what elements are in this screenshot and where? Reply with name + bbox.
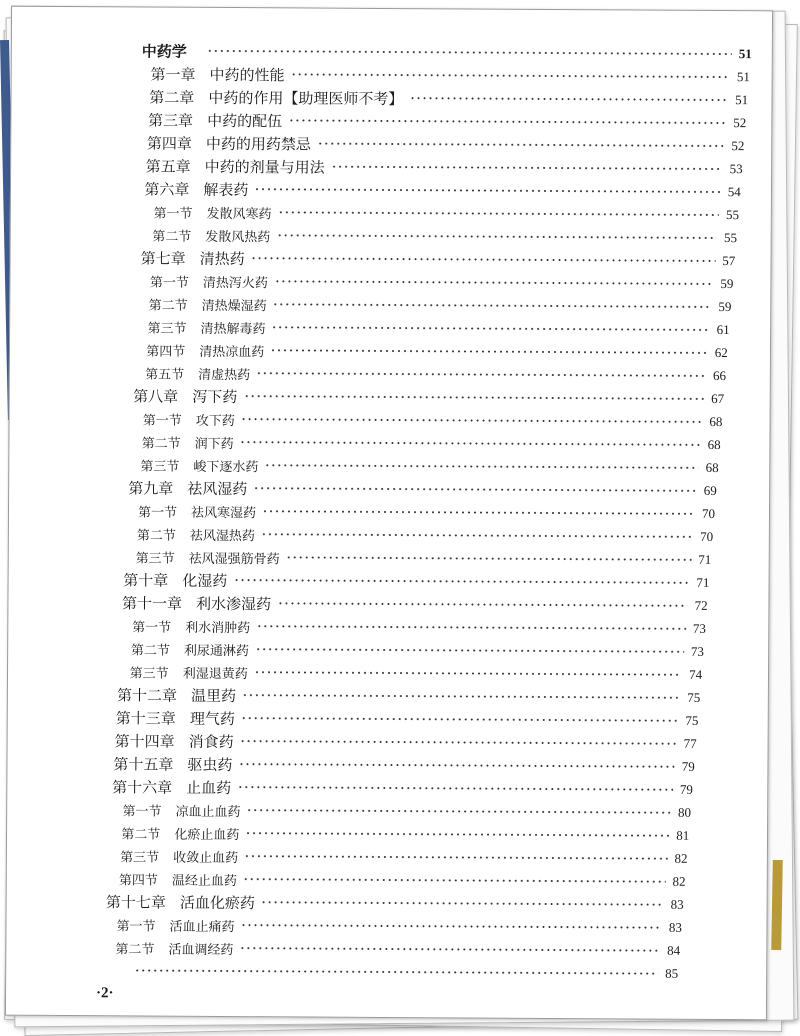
toc-section-entry bbox=[153, 201, 739, 227]
toc-entry-title: 发散风寒药 bbox=[206, 206, 272, 222]
toc-page-number: 69 bbox=[703, 482, 717, 499]
toc-page-number: 51 bbox=[738, 46, 752, 62]
toc-page-number: 74 bbox=[689, 666, 703, 682]
toc-entry-title: 发散风热药 bbox=[205, 229, 271, 245]
toc-entry-title: 活血调经药 bbox=[168, 942, 234, 958]
toc-entry-title: 清虚热药 bbox=[198, 367, 251, 383]
toc-page-number: 66 bbox=[712, 367, 727, 384]
dot-leader bbox=[242, 693, 680, 700]
dot-leader bbox=[253, 486, 697, 493]
toc-entry-number: 第四章 bbox=[146, 134, 192, 153]
toc-page-number: 68 bbox=[707, 436, 721, 453]
toc-page-number: 75 bbox=[687, 689, 701, 705]
toc-page-number: 52 bbox=[733, 115, 747, 131]
dot-leader bbox=[233, 578, 689, 585]
toc-section-entry bbox=[117, 913, 682, 938]
toc-entry-title: 清热解毒药 bbox=[200, 321, 266, 337]
book-cover-edge bbox=[771, 860, 783, 950]
dot-leader bbox=[243, 877, 666, 884]
dot-leader bbox=[134, 968, 658, 975]
toc-entry-number: 第三节 bbox=[120, 849, 160, 866]
toc-entry-number: 第一节 bbox=[132, 619, 172, 636]
toc-page-number: 81 bbox=[676, 827, 690, 843]
toc-entry-number: 第六章 bbox=[144, 179, 190, 199]
toc-section-entry bbox=[132, 614, 706, 640]
dot-leader bbox=[240, 739, 677, 746]
toc-entry-title: 止血药 bbox=[186, 778, 232, 797]
page-number: ·2· bbox=[96, 985, 114, 1002]
toc-entry-number: 第二节 bbox=[130, 642, 170, 659]
dot-leader bbox=[243, 394, 704, 401]
toc-entry-number: 第十一章 bbox=[121, 593, 183, 613]
toc-chapter-entry bbox=[122, 591, 708, 617]
dot-leader bbox=[317, 142, 725, 148]
toc-page-number: 61 bbox=[716, 321, 730, 338]
toc-page-number: 73 bbox=[690, 643, 704, 659]
toc-entry-title: 理气药 bbox=[189, 709, 235, 728]
toc-entry-number: 第一节 bbox=[153, 206, 193, 222]
toc-entry-title: 中药的作用【助理医师不考】 bbox=[208, 88, 404, 108]
toc-chapter-entry bbox=[116, 706, 699, 732]
toc-entry-title: 收敛止血药 bbox=[173, 850, 239, 866]
toc-section-entry bbox=[138, 499, 715, 525]
toc-page-number: 77 bbox=[683, 735, 697, 751]
toc-entry-title: 利水消肿药 bbox=[185, 620, 251, 636]
toc-entry-number: 第十三章 bbox=[115, 708, 176, 728]
dot-leader bbox=[238, 762, 674, 769]
toc-entry-title: 利湿退黄药 bbox=[182, 666, 248, 682]
dot-leader bbox=[270, 348, 707, 355]
toc-section-entry bbox=[121, 821, 689, 846]
dot-leader bbox=[241, 417, 703, 424]
dot-leader bbox=[273, 302, 712, 309]
toc-entry-title: 清热凉血药 bbox=[199, 344, 265, 360]
toc-entry-title: 祛风湿强筋骨药 bbox=[188, 551, 280, 567]
toc-entry-title: 清热燥湿药 bbox=[201, 298, 267, 314]
toc-section-entry bbox=[120, 844, 687, 869]
toc-entry-number: 第三章 bbox=[148, 111, 194, 130]
toc-chapter-entry bbox=[144, 177, 741, 203]
toc-page-number: 70 bbox=[701, 505, 716, 521]
toc-entry-number: 第二节 bbox=[121, 826, 161, 843]
toc-entry-number: 第二节 bbox=[152, 229, 192, 245]
toc-entry-number: 第四节 bbox=[146, 344, 186, 360]
dot-leader bbox=[264, 463, 698, 470]
toc-entry-title: 中药的剂量与用法 bbox=[204, 157, 325, 177]
toc-section-entry bbox=[149, 293, 732, 319]
toc-chapter-entry bbox=[151, 63, 751, 89]
toc-entry-number: 第一节 bbox=[122, 803, 162, 820]
toc-page-number: 59 bbox=[718, 299, 732, 315]
toc-section-entry bbox=[142, 430, 721, 456]
toc-chapter-entry bbox=[112, 775, 693, 801]
dot-leader bbox=[409, 96, 728, 102]
toc-entry-number: 第四节 bbox=[118, 872, 158, 889]
toc-page-number: 80 bbox=[677, 804, 692, 820]
dot-leader bbox=[207, 49, 732, 56]
dot-leader bbox=[277, 601, 688, 608]
toc-section-entry bbox=[147, 316, 729, 342]
dot-leader bbox=[331, 165, 723, 171]
toc-chapter-entry bbox=[146, 155, 743, 181]
toc-entry-number: 第一节 bbox=[149, 275, 189, 291]
toc-section-entry bbox=[150, 270, 734, 296]
toc-entry-number: 第一节 bbox=[137, 504, 178, 521]
document-page bbox=[5, 6, 773, 1021]
toc-entry-title: 祛风寒湿药 bbox=[190, 505, 257, 521]
dot-leader bbox=[276, 233, 717, 240]
toc-chapter-entry bbox=[148, 109, 746, 135]
toc-entry-number: 第三节 bbox=[129, 665, 169, 682]
dot-leader bbox=[272, 325, 710, 332]
toc-section-entry bbox=[114, 959, 678, 984]
toc-entry-number: 第一节 bbox=[142, 412, 182, 429]
toc-entry-number: 第二节 bbox=[148, 298, 188, 314]
toc-page-number: 51 bbox=[736, 69, 750, 85]
toc-entry-title: 祛风湿热药 bbox=[189, 528, 255, 544]
toc-entry-number: 第十七章 bbox=[105, 892, 166, 912]
toc-entry-number: 第二章 bbox=[149, 88, 195, 107]
dot-leader bbox=[246, 808, 670, 815]
toc-chapter-entry bbox=[106, 890, 684, 916]
toc-page-number: 68 bbox=[709, 413, 723, 430]
toc-section-entry bbox=[146, 339, 728, 365]
toc-page-number: 52 bbox=[731, 138, 745, 154]
toc-page-number: 57 bbox=[722, 253, 736, 269]
toc-entry-title: 利尿通淋药 bbox=[183, 643, 249, 659]
toc-page-number: 73 bbox=[692, 620, 706, 636]
dot-leader bbox=[251, 256, 716, 263]
toc-page-number: 72 bbox=[694, 597, 708, 613]
toc-entry-number: 第三节 bbox=[147, 321, 187, 337]
toc-page-number: 71 bbox=[698, 551, 712, 567]
dot-leader bbox=[262, 509, 695, 516]
dot-leader bbox=[239, 946, 660, 953]
dot-leader bbox=[261, 900, 664, 906]
dot-leader bbox=[255, 647, 684, 654]
toc-section-entry bbox=[136, 545, 712, 571]
toc-section-entry bbox=[140, 453, 718, 479]
dot-leader bbox=[286, 555, 692, 561]
dot-leader bbox=[245, 831, 669, 838]
toc-page-number: 82 bbox=[672, 873, 686, 889]
dot-leader bbox=[278, 210, 719, 217]
toc-entry-title: 祛风湿药 bbox=[187, 479, 248, 498]
toc-page-number: 59 bbox=[720, 276, 734, 292]
toc-page-number: 75 bbox=[685, 712, 699, 728]
dot-leader bbox=[288, 118, 726, 125]
dot-leader bbox=[241, 923, 662, 930]
toc-entry-number: 第十五章 bbox=[113, 754, 174, 774]
toc-chapter-entry bbox=[147, 132, 745, 158]
toc-page-number: 54 bbox=[727, 184, 741, 200]
toc-section-entry bbox=[143, 407, 723, 433]
toc-page-number: 82 bbox=[674, 850, 688, 866]
dot-leader bbox=[274, 279, 713, 286]
toc-section-entry bbox=[131, 637, 704, 663]
toc-entry-number: 第十六章 bbox=[112, 777, 173, 797]
toc-entry-number: 第三节 bbox=[140, 458, 180, 475]
toc-section-entry bbox=[115, 936, 680, 961]
toc-page-number: 79 bbox=[681, 758, 695, 774]
toc-entry-title: 化湿药 bbox=[182, 571, 228, 590]
toc-entry-title: 泻下药 bbox=[192, 387, 238, 406]
dot-leader bbox=[237, 785, 673, 792]
dot-leader bbox=[241, 716, 679, 723]
toc-page-number: 55 bbox=[724, 230, 738, 246]
toc-chapter-entry bbox=[117, 683, 700, 709]
toc-entry-number: 第十章 bbox=[123, 570, 169, 590]
toc-entry-title: 利水渗湿药 bbox=[195, 594, 272, 613]
toc-part-title bbox=[142, 39, 752, 65]
toc-chapter-entry bbox=[123, 568, 709, 594]
toc-section-entry bbox=[122, 798, 691, 823]
toc-entry-title: 活血化瘀药 bbox=[179, 893, 256, 912]
toc-page-number: 83 bbox=[670, 896, 684, 912]
toc-section-entry bbox=[119, 867, 686, 892]
toc-chapter-entry bbox=[128, 476, 717, 502]
toc-chapter-entry bbox=[141, 246, 736, 272]
toc-entry-number: 第三节 bbox=[135, 550, 175, 567]
toc-page-number: 67 bbox=[711, 390, 725, 407]
toc-page-number: 84 bbox=[667, 942, 681, 958]
dot-leader bbox=[244, 854, 667, 861]
table-of-contents bbox=[6, 7, 772, 1020]
toc-page-number: 79 bbox=[679, 781, 693, 797]
dot-leader bbox=[240, 440, 701, 447]
toc-entry-number: 第二节 bbox=[115, 941, 155, 958]
dot-leader bbox=[254, 187, 720, 194]
toc-entry-number: 第五节 bbox=[145, 367, 185, 383]
toc-chapter-entry bbox=[149, 86, 748, 112]
toc-entry-title: 凉血止血药 bbox=[175, 804, 241, 820]
toc-section-entry bbox=[137, 522, 713, 548]
toc-entry-number: 第七章 bbox=[140, 248, 186, 268]
toc-entry-title: 活血止痛药 bbox=[169, 919, 235, 935]
toc-section-entry bbox=[152, 224, 737, 250]
toc-entry-title: 中药的用药禁忌 bbox=[205, 134, 311, 154]
toc-entry-number: 中药学 bbox=[141, 41, 187, 61]
toc-section-entry bbox=[130, 660, 703, 685]
dot-leader bbox=[261, 532, 693, 539]
dot-leader bbox=[254, 670, 682, 677]
toc-entry-title: 清热药 bbox=[199, 249, 245, 268]
toc-entry-number: 第十四章 bbox=[114, 731, 175, 751]
toc-page-number: 71 bbox=[696, 574, 710, 590]
toc-entry-title: 温经止血药 bbox=[171, 873, 238, 889]
toc-entry-number: 第一章 bbox=[150, 65, 196, 84]
toc-chapter-entry bbox=[113, 752, 695, 778]
toc-section-entry bbox=[145, 362, 726, 388]
toc-page-number: 51 bbox=[735, 92, 749, 108]
dot-leader bbox=[256, 624, 686, 631]
toc-entry-title: 消食药 bbox=[188, 732, 234, 751]
toc-entry-title: 化瘀止血药 bbox=[174, 827, 240, 843]
toc-page-number: 62 bbox=[714, 344, 728, 361]
toc-entry-number: 第二节 bbox=[141, 435, 181, 452]
toc-entry-title: 驱虫药 bbox=[187, 755, 233, 774]
toc-page-number: 68 bbox=[705, 459, 719, 476]
toc-chapter-entry bbox=[133, 384, 724, 410]
toc-entry-title: 中药的配伍 bbox=[207, 111, 283, 130]
toc-entry-title: 清热泻火药 bbox=[202, 275, 268, 291]
toc-entry-title: 中药的性能 bbox=[209, 65, 285, 84]
toc-page-number: 53 bbox=[729, 161, 743, 177]
toc-entry-number: 第八章 bbox=[133, 386, 179, 406]
toc-entry-title: 攻下药 bbox=[195, 413, 235, 429]
toc-entry-title: 润下药 bbox=[194, 436, 234, 452]
toc-entry-title: 峻下逐水药 bbox=[193, 459, 259, 475]
toc-entry-number: 第九章 bbox=[128, 478, 174, 498]
dot-leader bbox=[256, 371, 706, 378]
toc-page-number: 70 bbox=[700, 528, 714, 544]
toc-page-number: 55 bbox=[725, 207, 740, 223]
toc-page-number: 83 bbox=[668, 919, 682, 935]
toc-entry-title: 温里药 bbox=[191, 686, 237, 705]
toc-entry-number: 第五章 bbox=[145, 157, 191, 176]
toc-entry-number: 第十二章 bbox=[117, 685, 178, 705]
toc-chapter-entry bbox=[115, 729, 697, 755]
toc-entry-number: 第二节 bbox=[136, 527, 176, 544]
toc-entry-title: 解表药 bbox=[203, 180, 249, 199]
toc-page-number: 85 bbox=[665, 965, 679, 981]
dot-leader bbox=[291, 72, 730, 79]
toc-entry-number: 第一节 bbox=[116, 918, 156, 935]
